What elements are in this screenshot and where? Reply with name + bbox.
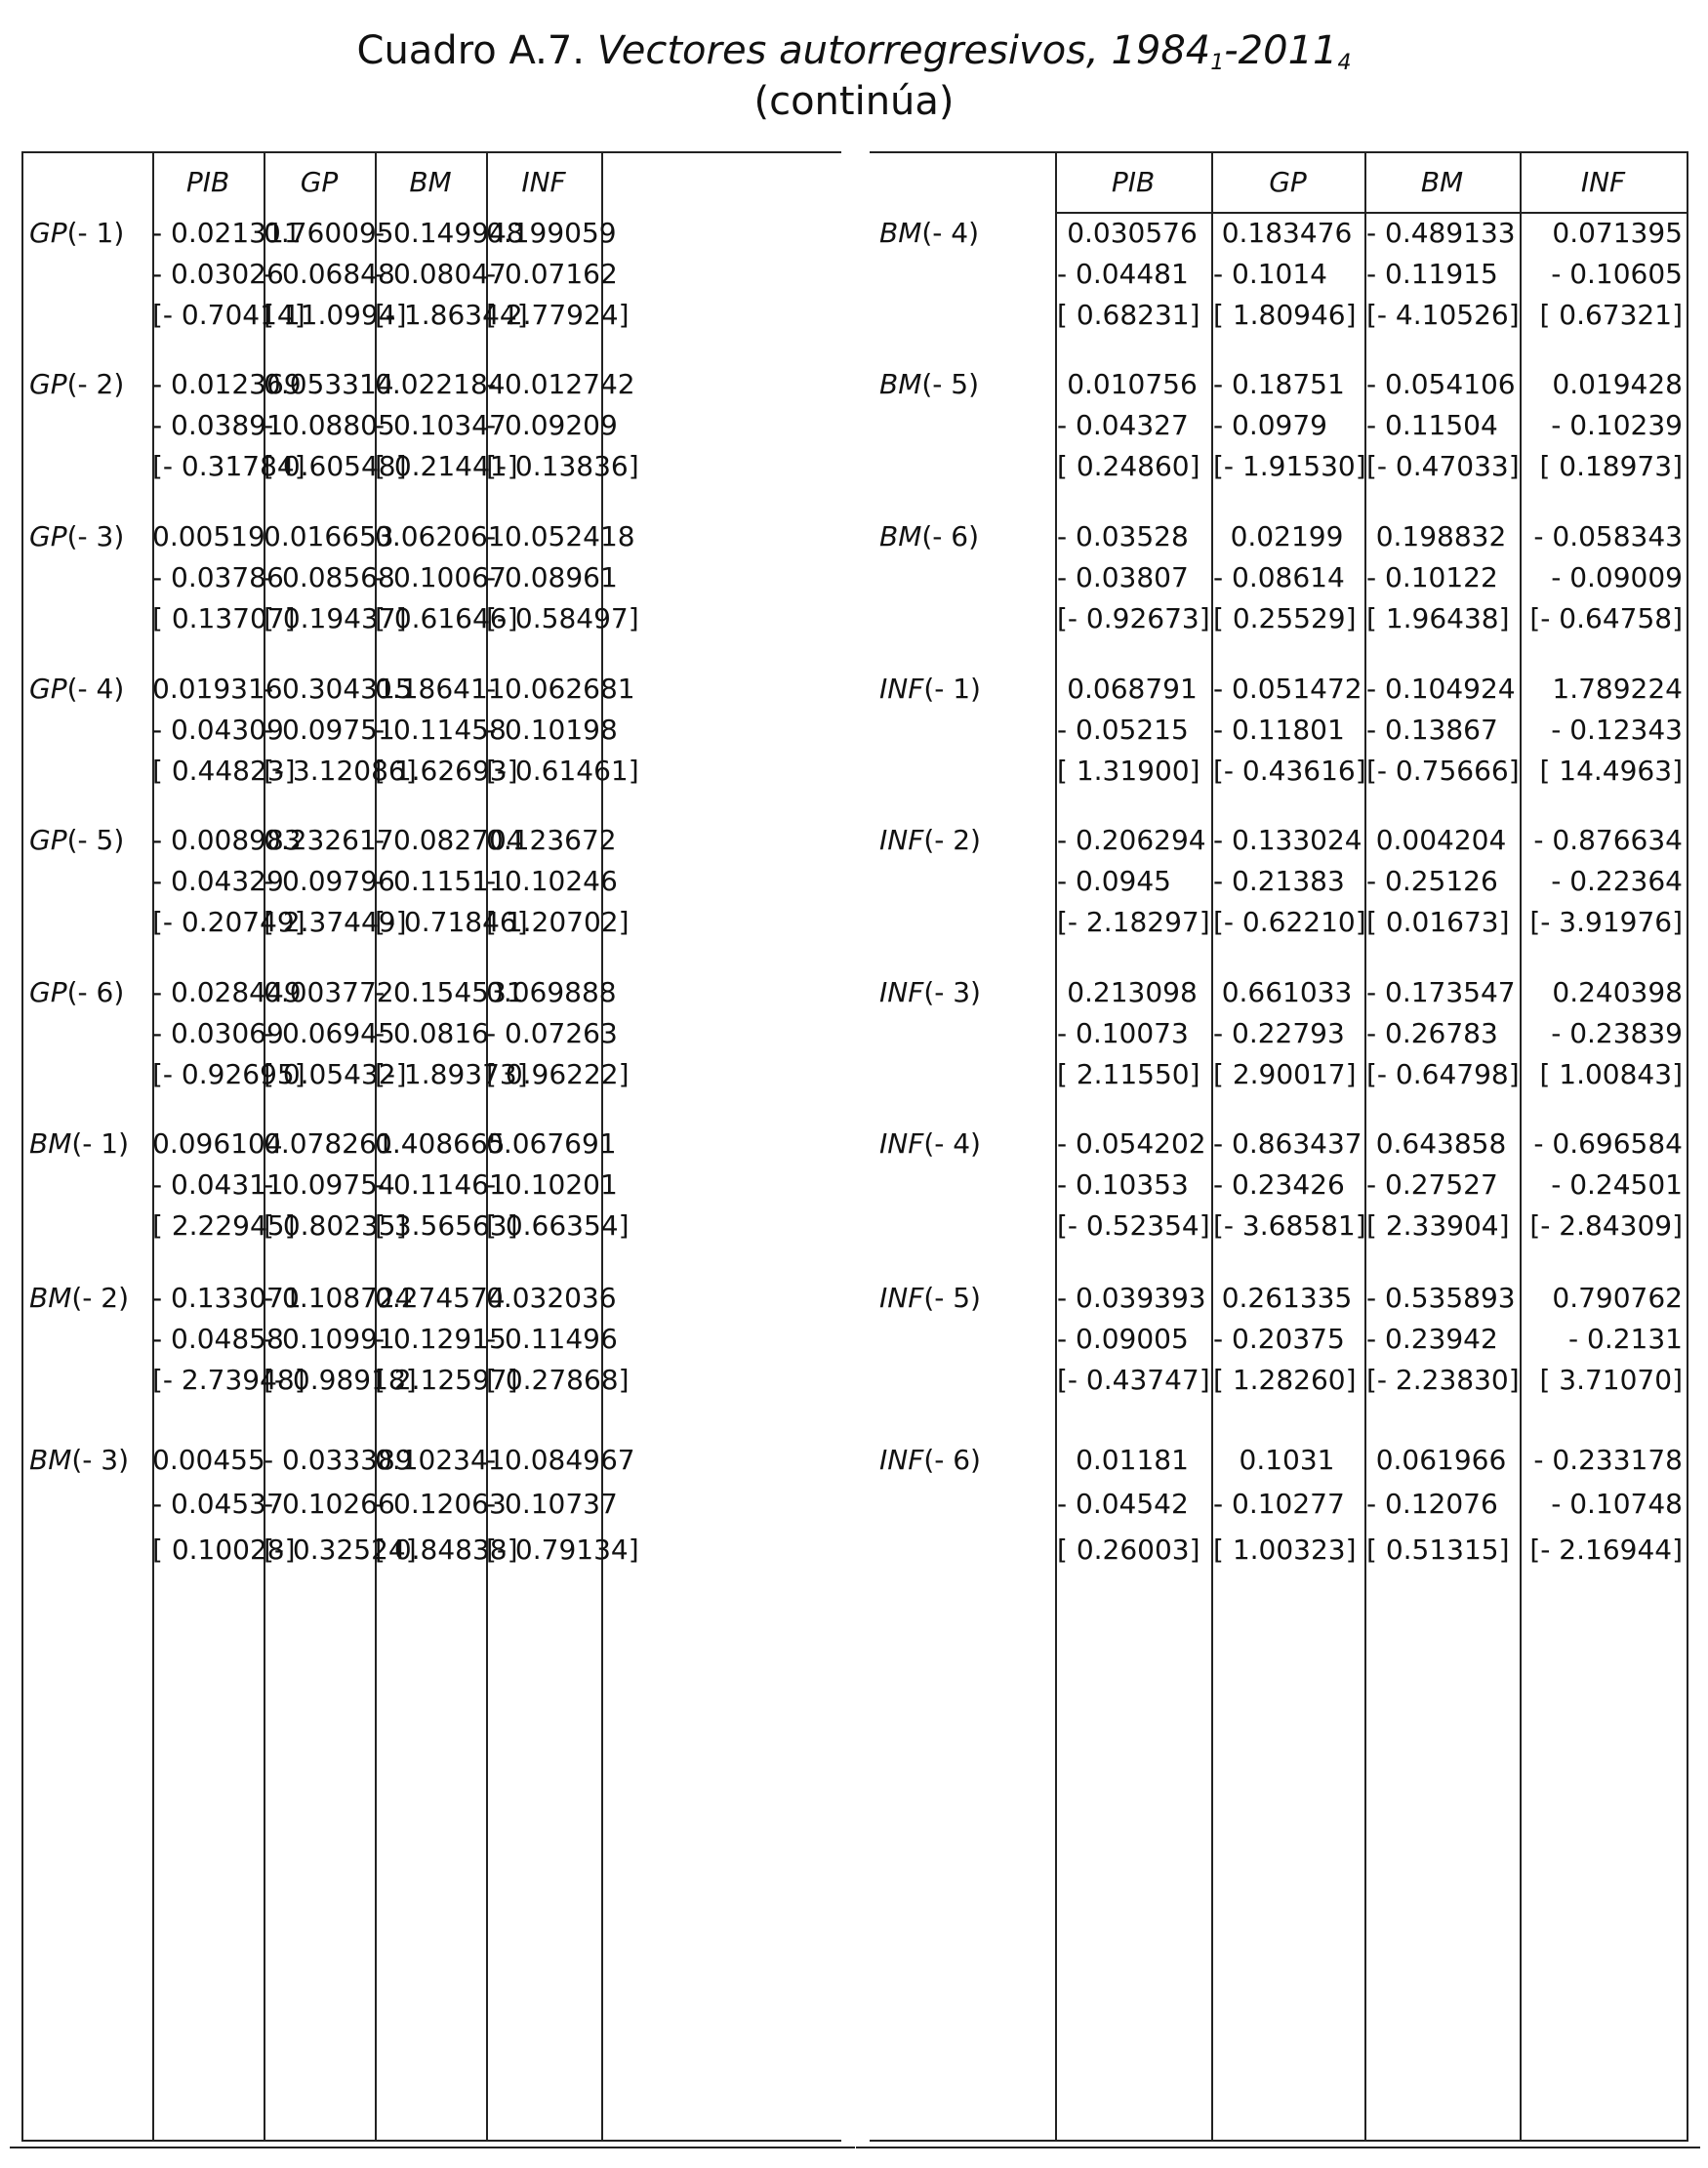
title-italic: Vectores autorregresivos, 1984 (596, 28, 1211, 73)
value-cell: - 0.008983 (152, 824, 302, 856)
row-label-bm-7: BM(- 2) (29, 1282, 130, 1314)
value-cell: - 0.084967 (486, 1444, 635, 1476)
value-cell: [ 0.80235] (264, 1209, 407, 1242)
value-cell: [ 0.13707] (152, 602, 296, 634)
value-cell: - 0.10737 (486, 1488, 618, 1520)
value-cell: - 0.10605 (1551, 258, 1683, 290)
row-label-gp-3: GP(- 4) (29, 673, 125, 705)
value-cell: [ 0.27868] (486, 1364, 630, 1396)
value-cell: [- 1.89373] (375, 1058, 528, 1090)
value-cell: - 0.10246 (486, 865, 618, 897)
column-header-bm: BM (409, 166, 452, 198)
value-cell: - 0.058343 (1533, 520, 1683, 552)
value-cell: [ 0.61646] (375, 602, 518, 634)
value-cell: - 0.0945 (1057, 865, 1171, 897)
value-cell: 0.186411 (375, 673, 506, 705)
value-cell: - 0.696584 (1533, 1127, 1683, 1160)
value-cell: 0.019428 (1552, 368, 1683, 400)
value-cell: - 0.012369 (152, 368, 302, 400)
value-cell: - 0.039393 (1057, 1282, 1206, 1314)
value-cell: [ 0.01673] (1366, 906, 1510, 938)
value-cell: - 0.20375 (1213, 1323, 1345, 1355)
value-cell: 0.022184 (375, 368, 506, 400)
value-cell: 0.643858 (1375, 1127, 1507, 1160)
value-cell: [ 0.84838] (375, 1534, 518, 1566)
row-label-gp-2: GP(- 3) (29, 520, 125, 552)
row-label-inf-5: INF(- 3) (879, 976, 981, 1008)
value-cell: [ 11.0994] (264, 299, 407, 331)
value-cell: - 0.0816 (375, 1017, 489, 1049)
value-cell: - 0.104924 (1366, 673, 1516, 705)
row-label-bm-6: BM(- 1) (29, 1127, 130, 1160)
value-cell: [ 0.60548] (264, 450, 407, 482)
column-header-inf: INF (1580, 166, 1626, 198)
value-cell: 0.661033 (1221, 976, 1353, 1008)
value-cell: [- 0.52354] (1057, 1209, 1210, 1242)
value-cell: - 0.09009 (1551, 561, 1683, 593)
value-cell: - 0.033389 (264, 1444, 413, 1476)
value-cell: - 0.535893 (1366, 1282, 1516, 1314)
value-cell: - 0.10347 (375, 409, 507, 441)
value-cell: [- 0.58497] (486, 602, 639, 634)
value-cell: 1.789224 (1552, 673, 1683, 705)
value-cell: - 0.154531 (375, 976, 524, 1008)
title-mid: -2011 (1224, 28, 1338, 73)
value-cell: 0.199059 (486, 217, 617, 249)
value-cell: [ 0.96222] (486, 1058, 630, 1090)
value-cell: [ 0.68231] (1057, 299, 1200, 331)
value-cell: [ 1.31900] (1057, 755, 1200, 787)
value-cell: [- 2.84309] (1529, 1209, 1683, 1242)
value-cell: [- 0.70414] (152, 299, 305, 331)
row-label-bm-0: BM(- 4) (879, 217, 980, 249)
value-cell: - 0.028449 (152, 976, 302, 1008)
column-header-pib: PIB (1111, 166, 1156, 198)
value-cell: [- 0.64758] (1529, 602, 1683, 634)
value-cell: [ 1.80946] (1213, 299, 1357, 331)
value-cell: [- 2.73948] (152, 1364, 305, 1396)
value-cell: - 0.0979 (1213, 409, 1327, 441)
value-cell: [- 0.92695] (152, 1058, 305, 1090)
value-cell: - 0.052418 (486, 520, 635, 552)
value-cell: [- 0.79134] (486, 1534, 639, 1566)
value-cell: [ 2.37449] (264, 906, 407, 938)
value-cell: [ 0.18973] (1539, 450, 1683, 482)
value-cell: - 0.18751 (1213, 368, 1345, 400)
value-cell: - 0.10748 (1551, 1488, 1683, 1520)
value-cell: - 0.021311 (152, 217, 302, 249)
value-cell: - 0.054202 (1057, 1127, 1206, 1160)
value-cell: - 0.13867 (1366, 714, 1498, 746)
value-cell: [- 0.71846] (375, 906, 528, 938)
value-cell: [ 3.56563] (375, 1209, 518, 1242)
title-sub-1: 1 (1210, 51, 1225, 75)
value-cell: - 0.04311 (152, 1168, 284, 1201)
value-cell: [- 0.43747] (1057, 1364, 1210, 1396)
value-cell: - 0.2131 (1568, 1323, 1683, 1355)
value-cell: 0.096104 (152, 1127, 283, 1160)
value-cell: - 0.25126 (1366, 865, 1498, 897)
value-cell: - 0.03891 (152, 409, 284, 441)
value-cell: - 0.11915 (1366, 258, 1498, 290)
value-cell: 0.02199 (1230, 520, 1344, 552)
value-cell: - 0.22793 (1213, 1017, 1345, 1049)
value-cell: - 0.876634 (1533, 824, 1683, 856)
value-cell: - 0.12343 (1551, 714, 1683, 746)
value-cell: [- 2.18297] (1057, 906, 1210, 938)
value-cell: 0.01181 (1076, 1444, 1189, 1476)
value-cell: - 0.863437 (1213, 1127, 1362, 1160)
value-cell: [- 0.32524] (264, 1534, 417, 1566)
title-subtitle: (continúa) (753, 79, 955, 124)
value-cell: [- 1.91530] (1213, 450, 1366, 482)
row-label-bm-8: BM(- 3) (29, 1444, 130, 1476)
value-cell: - 0.23426 (1213, 1168, 1345, 1201)
value-cell: [ 1.00843] (1539, 1058, 1683, 1090)
value-cell: 0.408665 (375, 1127, 506, 1160)
value-cell: - 0.489133 (1366, 217, 1516, 249)
value-cell: - 0.09209 (486, 409, 618, 441)
value-cell: - 0.133071 (152, 1282, 302, 1314)
value-cell: [ 0.25529] (1213, 602, 1357, 634)
value-cell: - 0.10067 (375, 561, 507, 593)
value-cell: - 0.03786 (152, 561, 284, 593)
value-cell: - 0.10122 (1366, 561, 1498, 593)
value-cell: [ 3.71070] (1539, 1364, 1683, 1396)
value-cell: [- 0.43616] (1213, 755, 1366, 787)
value-cell: [ 0.44823] (152, 755, 296, 787)
value-cell: - 0.08614 (1213, 561, 1345, 593)
value-cell: [ 2.90017] (1213, 1058, 1357, 1090)
value-cell: - 0.07162 (486, 258, 618, 290)
value-cell: [ 14.4963] (1539, 755, 1683, 787)
value-cell: 0.213098 (1067, 976, 1198, 1008)
value-cell: - 0.04537 (152, 1488, 284, 1520)
value-cell: - 0.23839 (1551, 1017, 1683, 1049)
row-label-bm-2: BM(- 6) (879, 520, 980, 552)
column-header-gp: GP (300, 166, 339, 198)
value-cell: - 0.03807 (1057, 561, 1189, 593)
value-cell: - 0.11504 (1366, 409, 1498, 441)
value-cell: [ 0.10028] (152, 1534, 296, 1566)
value-cell: - 0.10198 (486, 714, 618, 746)
value-cell: - 0.233178 (1533, 1444, 1683, 1476)
value-cell: - 0.082704 (375, 824, 524, 856)
value-cell: [ 2.12597] (375, 1364, 518, 1396)
value-cell: 0.032036 (486, 1282, 617, 1314)
value-cell: - 0.108724 (264, 1282, 413, 1314)
value-cell: 0.760095 (264, 217, 394, 249)
value-cell: - 0.08961 (486, 561, 618, 593)
value-cell: [ 2.22945] (152, 1209, 296, 1242)
value-cell: - 0.10239 (1551, 409, 1683, 441)
value-cell: 0.183476 (1221, 217, 1353, 249)
value-cell: 0.123672 (486, 824, 617, 856)
value-cell: [ 0.66354] (486, 1209, 630, 1242)
value-cell: - 0.10277 (1213, 1488, 1345, 1520)
value-cell: - 0.23942 (1366, 1323, 1498, 1355)
value-cell: - 0.10201 (486, 1168, 618, 1201)
value-cell: 0.030576 (1067, 217, 1198, 249)
value-cell: - 0.04542 (1057, 1488, 1189, 1520)
row-label-inf-6: INF(- 4) (879, 1127, 981, 1160)
value-cell: 0.004204 (1375, 824, 1507, 856)
value-cell: [- 2.23830] (1366, 1364, 1520, 1396)
value-cell: - 0.09751 (264, 714, 395, 746)
value-cell: [- 0.31784] (152, 450, 305, 482)
value-cell: - 0.10353 (1057, 1168, 1189, 1201)
row-label-inf-4: INF(- 2) (879, 824, 981, 856)
value-cell: 0.068791 (1067, 673, 1198, 705)
title-line (0, 25, 1708, 76)
value-cell: [ 0.05432] (264, 1058, 407, 1090)
value-cell: 0.261335 (1221, 1282, 1353, 1314)
value-cell: - 0.03528 (1057, 520, 1189, 552)
value-cell: - 0.04481 (1057, 258, 1189, 290)
value-cell: 0.00519 (152, 520, 265, 552)
value-cell: 0.062061 (375, 520, 506, 552)
value-cell: [ 1.00323] (1213, 1534, 1357, 1566)
value-cell: - 0.11458 (375, 714, 507, 746)
value-cell: [ 0.67321] (1539, 299, 1683, 331)
value-cell: 0.019316 (152, 673, 283, 705)
value-cell: 0.067691 (486, 1127, 617, 1160)
row-label-gp-0: GP(- 1) (29, 217, 125, 249)
value-cell: - 0.27527 (1366, 1168, 1498, 1201)
value-cell: - 0.012742 (486, 368, 635, 400)
value-cell: - 0.304315 (264, 673, 413, 705)
value-cell: 0.016653 (264, 520, 394, 552)
value-cell: - 0.09005 (1057, 1323, 1189, 1355)
value-cell: 0.274574 (375, 1282, 506, 1314)
value-cell: - 0.11496 (486, 1323, 618, 1355)
value-cell: - 0.05215 (1057, 714, 1189, 746)
value-cell: [- 0.75666] (1366, 755, 1520, 787)
row-label-gp-1: GP(- 2) (29, 368, 125, 400)
value-cell: - 0.133024 (1213, 824, 1362, 856)
value-cell: [ 1.96438] (1366, 602, 1510, 634)
table-left (21, 151, 841, 2142)
value-cell: - 0.10073 (1057, 1017, 1189, 1049)
row-label-inf-8: INF(- 6) (879, 1444, 981, 1476)
value-cell: - 0.06848 (264, 258, 395, 290)
value-cell: - 0.03069 (152, 1017, 284, 1049)
value-cell: - 0.07263 (486, 1017, 618, 1049)
value-cell: [- 3.91976] (1529, 906, 1683, 938)
value-cell: [ 2.77924] (486, 299, 630, 331)
value-cell: - 0.206294 (1057, 824, 1206, 856)
value-cell: - 0.149948 (375, 217, 524, 249)
value-cell: 0.790762 (1552, 1282, 1683, 1314)
value-cell: - 0.06945 (264, 1017, 395, 1049)
row-label-gp-5: GP(- 6) (29, 976, 125, 1008)
value-cell: [- 0.13836] (486, 450, 639, 482)
value-cell: - 0.08805 (264, 409, 395, 441)
value-cell: - 0.062681 (486, 673, 635, 705)
value-cell: [- 0.20749] (152, 906, 305, 938)
value-cell: - 0.11801 (1213, 714, 1345, 746)
value-cell: [ 1.28260] (1213, 1364, 1357, 1396)
value-cell: - 0.12063 (375, 1488, 507, 1520)
value-cell: [- 1.86344] (375, 299, 528, 331)
column-header-pib: PIB (185, 166, 230, 198)
value-cell: [ 1.20702] (486, 906, 630, 938)
value-cell: - 0.051472 (1213, 673, 1362, 705)
value-cell: 0.240398 (1552, 976, 1683, 1008)
value-cell: - 0.09754 (264, 1168, 395, 1201)
column-header-bm: BM (1420, 166, 1464, 198)
value-cell: 0.102341 (375, 1444, 506, 1476)
value-cell: 0.078261 (264, 1127, 394, 1160)
title-prefix: Cuadro A.7. (356, 28, 597, 73)
value-cell: 0.053314 (264, 368, 394, 400)
value-cell: 0.003772 (264, 976, 394, 1008)
value-cell: - 0.26783 (1366, 1017, 1498, 1049)
value-cell: 0.1031 (1239, 1444, 1335, 1476)
value-cell: [- 0.47033] (1366, 450, 1520, 482)
value-cell: - 0.21383 (1213, 865, 1345, 897)
value-cell: [- 0.98918] (264, 1364, 417, 1396)
value-cell: 0.010756 (1067, 368, 1198, 400)
value-cell: [ 0.21441] (375, 450, 518, 482)
value-cell: [ 0.26003] (1057, 1534, 1200, 1566)
title-sub-2: 4 (1337, 51, 1352, 75)
value-cell: [ 0.24860] (1057, 450, 1200, 482)
value-cell: [- 0.61461] (486, 755, 639, 787)
value-cell: - 0.04327 (1057, 409, 1189, 441)
value-cell: [ 0.19437] (264, 602, 407, 634)
value-cell: - 0.22364 (1551, 865, 1683, 897)
row-label-inf-7: INF(- 5) (879, 1282, 981, 1314)
value-cell: - 0.12915 (375, 1323, 507, 1355)
row-label-bm-1: BM(- 5) (879, 368, 980, 400)
value-cell: - 0.1014 (1213, 258, 1327, 290)
value-cell: [ 2.33904] (1366, 1209, 1510, 1242)
value-cell: 0.061966 (1375, 1444, 1507, 1476)
value-cell: 0.232617 (264, 824, 394, 856)
value-cell: - 0.03026 (152, 258, 284, 290)
value-cell: - 0.08568 (264, 561, 395, 593)
value-cell: - 0.054106 (1366, 368, 1516, 400)
value-cell: - 0.04858 (152, 1323, 284, 1355)
value-cell: - 0.04329 (152, 865, 284, 897)
value-cell: [- 0.92673] (1057, 602, 1210, 634)
value-cell: [- 4.10526] (1366, 299, 1520, 331)
value-cell: [- 0.62210] (1213, 906, 1366, 938)
table-right (870, 151, 1688, 2142)
value-cell: [ 2.11550] (1057, 1058, 1200, 1090)
value-cell: [- 2.16944] (1529, 1534, 1683, 1566)
value-cell: 0.198832 (1375, 520, 1507, 552)
value-cell: [ 0.51315] (1366, 1534, 1510, 1566)
value-cell: 0.00455 (152, 1444, 265, 1476)
row-label-inf-3: INF(- 1) (879, 673, 981, 705)
value-cell: 0.069888 (486, 976, 617, 1008)
value-cell: - 0.09796 (264, 865, 395, 897)
value-cell: - 0.04309 (152, 714, 284, 746)
value-cell: 0.071395 (1552, 217, 1683, 249)
value-cell: [- 3.12086] (264, 755, 417, 787)
value-cell: - 0.10266 (264, 1488, 395, 1520)
value-cell: [ 1.62693] (375, 755, 518, 787)
value-cell: - 0.12076 (1366, 1488, 1498, 1520)
column-header-inf: INF (521, 166, 566, 198)
value-cell: - 0.11461 (375, 1168, 507, 1201)
value-cell: [- 0.64798] (1366, 1058, 1520, 1090)
value-cell: - 0.10991 (264, 1323, 395, 1355)
value-cell: - 0.11511 (375, 865, 507, 897)
value-cell: [- 3.68581] (1213, 1209, 1366, 1242)
table-title (0, 25, 1708, 127)
value-cell: - 0.08047 (375, 258, 507, 290)
value-cell: - 0.173547 (1366, 976, 1516, 1008)
value-cell: - 0.24501 (1551, 1168, 1683, 1201)
column-header-gp: GP (1269, 166, 1307, 198)
row-label-gp-4: GP(- 5) (29, 824, 125, 856)
